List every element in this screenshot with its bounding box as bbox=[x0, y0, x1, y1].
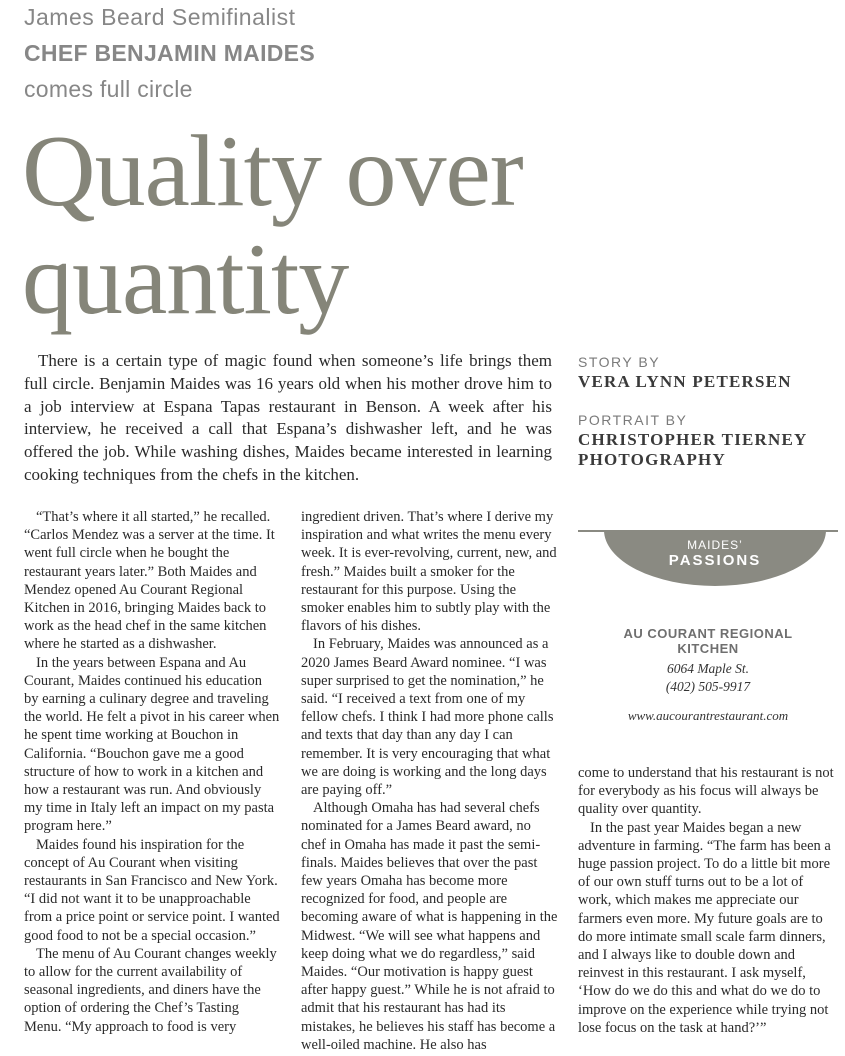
col1-paragraph: “That’s where it all started,” he recalled. “Carlos Mendez was a server at the time. It went full circle when he bought the restaurant years later.” Both Maides and Mendez opened Au Courant Regional Kitchen in 2016, bringing Maides back to work as the head chef in the same kitchen where he started as a dishwasher. bbox=[24, 509, 275, 653]
passions-tab-line-2: PASSIONS bbox=[668, 552, 762, 569]
col1-paragraph: Maides found his inspiration for the concept of Au Courant when visiting restaurants in San Francisco and New York. “I did not want it to be unapproachable from a price point or service point. I wanted good food to not be a special occasion.” bbox=[24, 836, 280, 944]
restaurant-address: 6064 Maple St. bbox=[666, 661, 750, 676]
body-column-2 bbox=[301, 508, 559, 1056]
portrait-photographer: CHRISTOPHER TIERNEY PHOTOGRAPHY bbox=[578, 430, 807, 469]
col2-paragraph: ingredient driven. That’s where I derive my inspiration and what writes the menu every week. It is ever-revolving, current, new, and fresh.” Maides built a smoker for the restaurant for this purpose. Using the smoker enables him to subtly play with the flavors of his dishes. bbox=[301, 509, 557, 635]
headline bbox=[22, 115, 582, 336]
restaurant-phone: (402) 505-9917 bbox=[665, 679, 751, 694]
col3-paragraph: come to understand that his restaurant is not for everybody as his focus will always be quality over quantity. bbox=[578, 765, 834, 818]
story-label: STORY BY bbox=[578, 354, 661, 370]
headline-line-1: Quality over bbox=[22, 115, 523, 228]
story-credit bbox=[578, 354, 838, 392]
col3-paragraph: In the past year Maides began a new adventure in farming. “The farm has been a huge passion project. To do a little bit more of our own stuff turns out to be a lot of work, which makes me appreciate our farmers even more. My future goals are to do more intimate small scale farm dinners, and I always like to double down and reinvest in this restaurant. I ask myself, ‘How do we do this and what do we do to improve on the experience while trying not lose focus on the task at hand?’” bbox=[578, 819, 831, 1036]
passions-tab bbox=[604, 530, 826, 586]
col1-paragraph: The menu of Au Courant changes weekly to allow for the current availability of seasonal ingredients, and diners have the option of ordering the Chef’s Tasting Menu. “My approach to food is very bbox=[24, 945, 277, 1035]
intro-paragraph: There is a certain type of magic found when someone’s life brings them full circle. Benjamin Maides was 16 years old when his mother drove him to a job interview at Espana Tapas restaurant in Benson. A week after his interview, he received a call that Espana’s dishwasher left, and he was offered the job. While washing dishes, Maides became interested in learning cooking techniques from the chefs in the kitchen. bbox=[24, 351, 552, 484]
col2-paragraph: Although Omaha has had several chefs nominated for a James Beard award, no chef in Omaha has made it past the semi-finals. Maides believes that over the past few years Omaha has become more recognized for food, and people are becoming aware of what is happening in the Midwest. “We will see what happens and keep doing what we do regardless,” said Maides. “Our motivation is happy guest after happy guest.” While he is not afraid to admit that his restaurant has had its mistakes, he believes his staff has become a well-oiled machine. He also has bbox=[301, 800, 558, 1053]
kicker-chef-name: CHEF BENJAMIN MAIDES bbox=[24, 40, 315, 66]
story-author: VERA LYNN PETERSEN bbox=[578, 372, 792, 391]
kicker-line-1: James Beard Semifinalist bbox=[24, 4, 296, 30]
headline-line-2: quantity bbox=[22, 223, 349, 336]
kicker-line-3: comes full circle bbox=[24, 76, 193, 102]
restaurant-website[interactable]: www.aucourantrestaurant.com bbox=[627, 708, 789, 723]
portrait-credit bbox=[578, 412, 838, 470]
col1-paragraph: In the years between Espana and Au Courant, Maides continued his education by earning a culinary degree and traveling the world. He felt a pivot in his career when he spent time working at Bouchon in California. “Bouchon gave me a good structure of how to work in a kitchen and how a restaurant was run. And obviously my time in Italy left an impact on my pasta program here.” bbox=[24, 654, 280, 835]
passions-tab-line-1: MAIDES’ bbox=[687, 538, 743, 552]
col2-paragraph: In February, Maides was announced as a 2020 James Beard Award nominee. “I was super surprised to get the nomination,” he said. “I received a text from one of my fellow chefs. I think I had more phone calls and texts that day than any day I can remember. It is very encouraging that what we are doing is working and the long days are paying off.” bbox=[301, 636, 554, 799]
body-column-3 bbox=[578, 764, 836, 1056]
restaurant-name: AU COURANT REGIONAL KITCHEN bbox=[623, 626, 793, 656]
portrait-label: PORTRAIT BY bbox=[578, 412, 688, 428]
restaurant-info bbox=[578, 626, 838, 724]
body-column-1 bbox=[24, 508, 280, 1056]
